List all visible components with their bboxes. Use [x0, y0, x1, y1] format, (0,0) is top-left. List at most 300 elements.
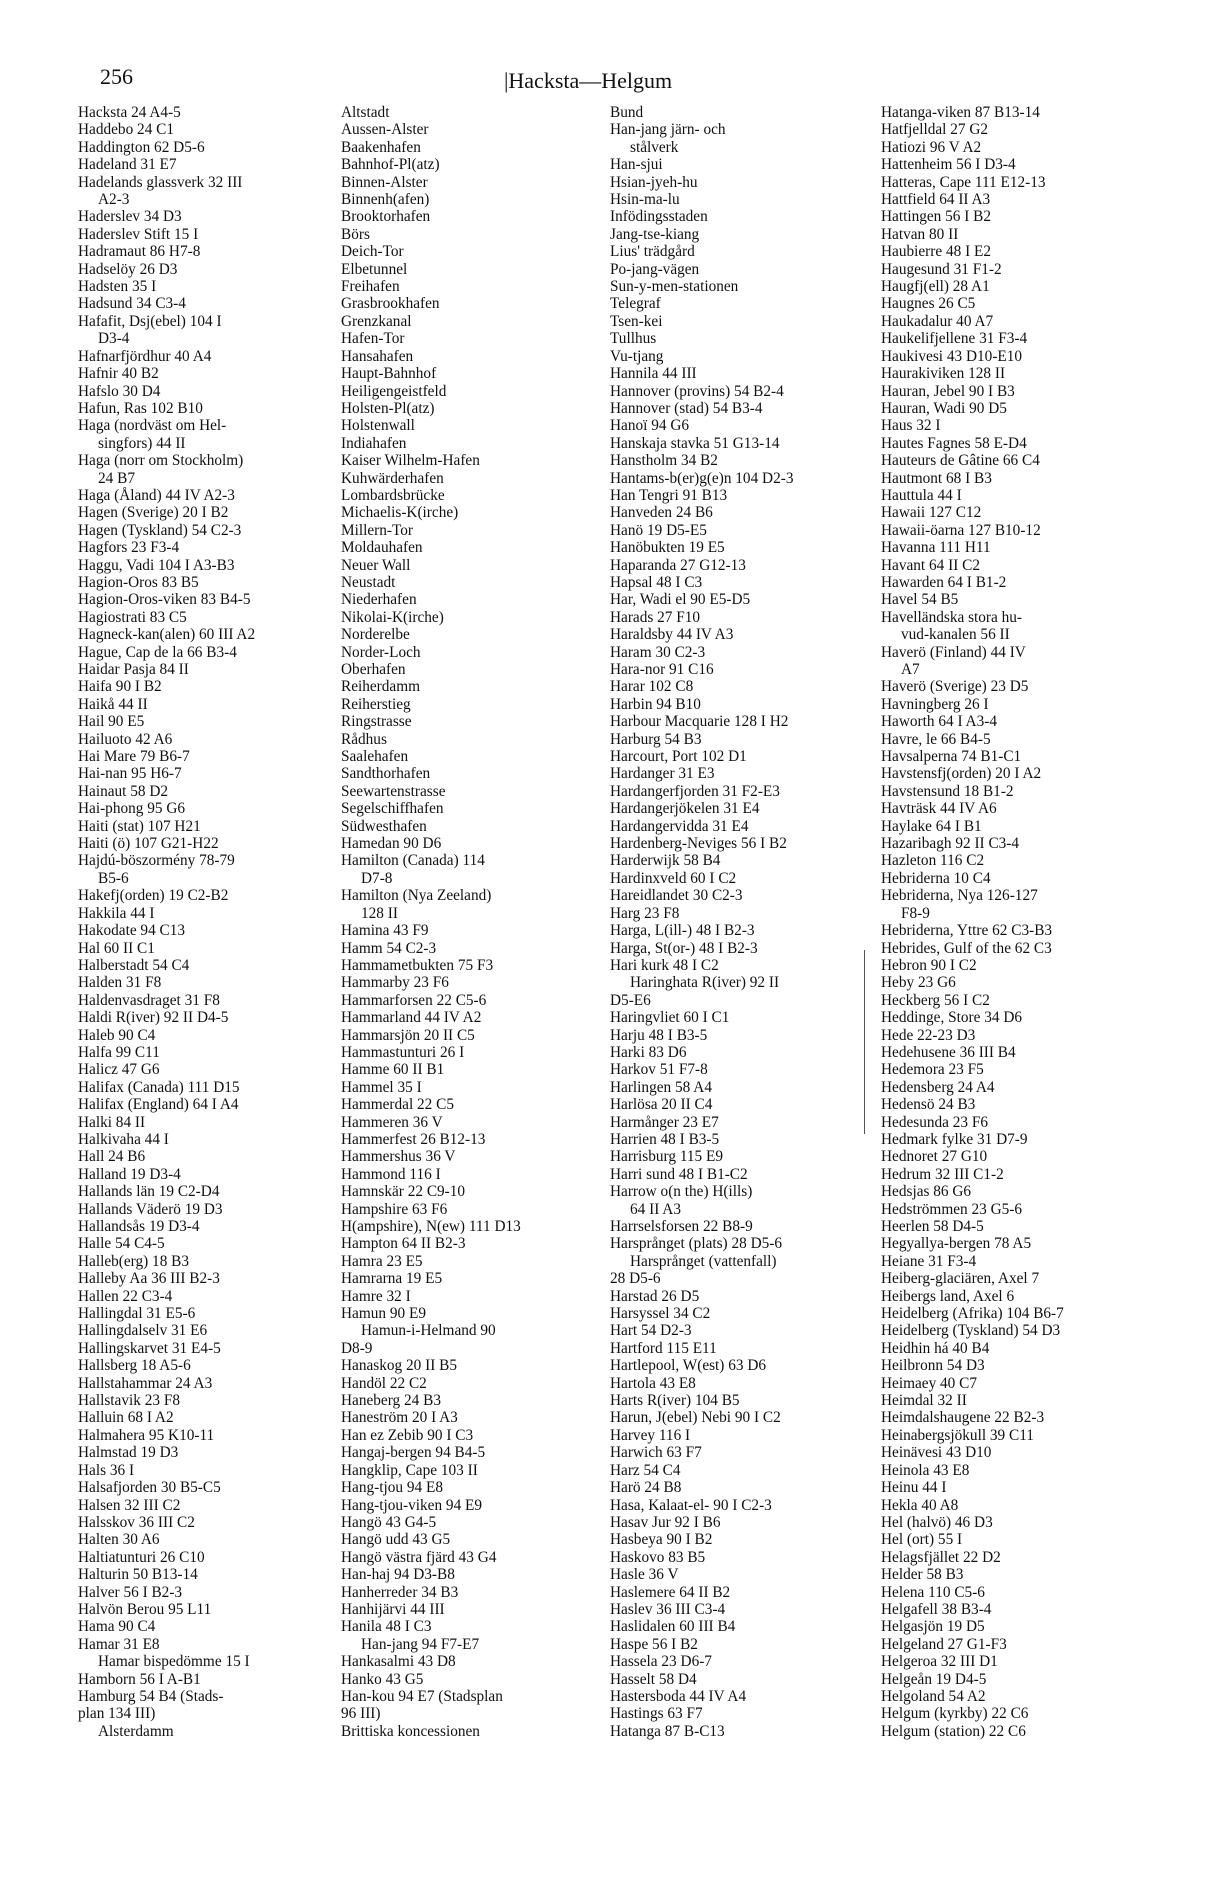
index-entry: Hallingskarvet 31 E4-5 — [78, 1339, 221, 1357]
index-entry: Hastersboda 44 IV A4 — [610, 1687, 747, 1705]
index-entry: Hafafit, Dsj(ebel) 104 I — [78, 312, 222, 330]
index-entry: Indiahafen — [341, 434, 407, 452]
index-entry: Halfa 99 C11 — [78, 1043, 160, 1061]
index-entry: Heiligengeistfeld — [341, 382, 447, 400]
index-entry: Hammel 35 I — [341, 1078, 422, 1096]
index-entry: Halmahera 95 K10-11 — [78, 1426, 215, 1444]
index-entry: Holsten-Pl(atz) — [341, 399, 435, 417]
index-entry: Hatanga 87 B-C13 — [610, 1722, 725, 1740]
index-entry: Heiane 31 F3-4 — [881, 1252, 977, 1270]
index-entry: Hadramaut 86 H7-8 — [78, 243, 201, 261]
index-entry: Bund — [610, 104, 644, 121]
index-entry: Heilbronn 54 D3 — [881, 1357, 985, 1375]
index-entry: Hebriderna 10 C4 — [881, 869, 991, 887]
index-entry: Hamre 32 I — [341, 1287, 411, 1305]
index-entry: Hartlepool, W(est) 63 D6 — [610, 1357, 767, 1375]
index-entry: Hanstholm 34 B2 — [610, 452, 718, 470]
index-entry: Hagiostrati 83 C5 — [78, 608, 187, 626]
index-columns — [0, 104, 1232, 1877]
index-entry: Halluin 68 I A2 — [78, 1409, 174, 1427]
index-entry: Heiberg-glaciären, Axel 7 — [881, 1270, 1040, 1288]
index-entry: Binnenh(afen) — [341, 191, 430, 209]
index-entry: Helagsfjället 22 D2 — [881, 1548, 1001, 1566]
index-entry: Norder-Loch — [341, 643, 421, 661]
index-entry: Hsian-jyeh-hu — [610, 173, 698, 191]
index-entry: Hagfors 23 F3-4 — [78, 539, 180, 557]
index-entry: Heerlen 58 D4-5 — [881, 1218, 984, 1235]
index-entry: Harvey 116 I — [610, 1426, 691, 1444]
index-entry: Hammarby 23 F6 — [341, 974, 449, 992]
index-entry: Hannover (stad) 54 B3-4 — [610, 399, 763, 417]
index-entry: Haylake 64 I B1 — [881, 817, 982, 835]
index-entry: Hallingdal 31 E5-6 — [78, 1305, 196, 1323]
index-entry: Hedensö 24 B3 — [881, 1096, 976, 1114]
index-entry: Heimaey 40 C7 — [881, 1374, 978, 1392]
index-entry: 28 D5-6 — [610, 1270, 661, 1288]
index-entry: Haldenvasdraget 31 F8 — [78, 991, 220, 1009]
index-entry: Harsprånget (vattenfall) — [630, 1252, 777, 1270]
index-entry: Harstad 26 D5 — [610, 1287, 700, 1305]
index-entry: Heddinge, Store 34 D6 — [881, 1009, 1023, 1027]
index-entry: Haubierre 48 I E2 — [881, 243, 992, 261]
index-entry: Harrselsforsen 22 B8-9 — [610, 1218, 753, 1235]
index-entry: Hattingen 56 I B2 — [881, 208, 992, 226]
index-entry: F8-9 — [901, 904, 930, 922]
index-entry: Hedehusene 36 III B4 — [881, 1043, 1016, 1061]
index-entry: Haworth 64 I A3-4 — [881, 713, 997, 731]
index-entry: D5-E6 — [610, 991, 651, 1009]
index-entry: Haneberg 24 B3 — [341, 1392, 441, 1410]
index-entry: Han-jang järn- och — [610, 121, 726, 139]
index-entry: Havstensund 18 B1-2 — [881, 782, 1014, 800]
index-entry: Hamun 90 E9 — [341, 1305, 426, 1323]
index-entry: Hammarland 44 IV A2 — [341, 1009, 482, 1027]
margin-rule — [864, 950, 865, 1134]
index-entry: Holstenwall — [341, 417, 415, 435]
index-entry: Börs — [341, 225, 370, 243]
index-entry: Kaiser Wilhelm-Hafen — [341, 452, 480, 470]
index-entry: Freihafen — [341, 278, 400, 296]
index-entry: Hagen (Tyskland) 54 C2-3 — [78, 521, 242, 539]
index-entry: Hampton 64 II B2-3 — [341, 1235, 466, 1253]
index-entry: Hammerfest 26 B12-13 — [341, 1130, 486, 1148]
index-entry: Hadselöy 26 D3 — [78, 260, 178, 278]
index-entry: Hawaii 127 C12 — [881, 504, 982, 522]
index-entry: Hatvan 80 II — [881, 225, 959, 243]
index-entry: Haga (nordväst om Hel- — [78, 417, 227, 435]
index-entry: Haringhata R(iver) 92 II — [630, 974, 780, 992]
index-entry: Hedesunda 23 F6 — [881, 1113, 989, 1131]
index-entry: Hafnarfjördhur 40 A4 — [78, 347, 212, 365]
index-entry: Havel 54 B5 — [881, 591, 959, 609]
index-entry: Hammeren 36 V — [341, 1113, 443, 1131]
index-entry: Hastings 63 F7 — [610, 1705, 703, 1723]
index-entry: Hedrum 32 III C1-2 — [881, 1165, 1004, 1183]
index-entry: Hadsten 35 I — [78, 278, 157, 296]
index-entry: Hallands län 19 C2-D4 — [78, 1183, 220, 1201]
index-entry: Hague, Cap de la 66 B3-4 — [78, 643, 237, 661]
index-entry: Halland 19 D3-4 — [78, 1165, 181, 1183]
index-entry: Hedströmmen 23 G5-6 — [881, 1200, 1023, 1218]
index-entry: Hankasalmi 43 D8 — [341, 1653, 456, 1671]
index-entry: Halifax (England) 64 I A4 — [78, 1096, 239, 1114]
index-entry: Neustadt — [341, 573, 396, 591]
index-entry: Südwesthafen — [341, 817, 427, 835]
index-entry: Haslemere 64 II B2 — [610, 1583, 731, 1601]
index-entry: Brooktorhafen — [341, 208, 431, 226]
index-entry: Hanila 48 I C3 — [341, 1618, 432, 1636]
index-entry: Heinu 44 I — [881, 1479, 947, 1497]
index-entry: Hasa, Kalaat-el- 90 I C2-3 — [610, 1496, 772, 1514]
index-entry: Hedemora 23 F5 — [881, 1061, 984, 1079]
index-entry: Harg 23 F8 — [610, 904, 680, 922]
index-entry: Hawarden 64 I B1-2 — [881, 573, 1007, 591]
index-entry: Ringstrasse — [341, 713, 412, 731]
index-entry: Harrisburg 115 E9 — [610, 1148, 724, 1166]
index-entry: Hamm 54 C2-3 — [341, 939, 437, 957]
index-entry: Hallingdalselv 31 E6 — [78, 1322, 208, 1340]
index-entry: Hede 22-23 D3 — [881, 1026, 976, 1044]
index-entry: Vu-tjang — [610, 347, 664, 365]
index-entry: vud-kanalen 56 II — [901, 626, 1010, 644]
index-entry: Halifax (Canada) 111 D15 — [78, 1078, 240, 1096]
index-entry: Haupt-Bahnhof — [341, 365, 437, 383]
index-entry: Han-haj 94 D3-B8 — [341, 1566, 455, 1584]
index-entry: Hammarsjön 20 II C5 — [341, 1026, 475, 1044]
index-entry: Hebriderna, Nya 126-127 — [881, 887, 1038, 905]
index-entry: Hangö udd 43 G5 — [341, 1531, 451, 1549]
index-entry: stålverk — [630, 138, 679, 156]
index-entry: Helgafell 38 B3-4 — [881, 1600, 992, 1618]
index-entry: Hannila 44 III — [610, 365, 697, 383]
index-entry: Harsprånget (plats) 28 D5-6 — [610, 1235, 783, 1253]
index-entry: Hakkila 44 I — [78, 904, 155, 922]
index-entry: Hang-tjou 94 E8 — [341, 1479, 443, 1497]
index-entry: Hamra 23 E5 — [341, 1252, 423, 1270]
index-entry: Hadeland 31 E7 — [78, 156, 177, 174]
index-entry: Harads 27 F10 — [610, 608, 701, 626]
index-entry: Hamilton (Nya Zeeland) — [341, 887, 492, 905]
index-entry: Hammond 116 I — [341, 1165, 441, 1183]
index-entry: Heidhin há 40 B4 — [881, 1339, 990, 1357]
index-entry: Hal 60 II C1 — [78, 939, 155, 957]
index-entry: Haukelifjellene 31 F3-4 — [881, 330, 1028, 348]
index-entry: Havningberg 26 I — [881, 695, 989, 713]
index-entry: Helgasjön 19 D5 — [881, 1618, 985, 1636]
index-entry: Hauttula 44 I — [881, 486, 962, 504]
index-entry: Hasselt 58 D4 — [610, 1670, 697, 1688]
index-entry: Niederhafen — [341, 591, 417, 609]
index-entry: Oberhafen — [341, 661, 406, 678]
index-entry: Harcourt, Port 102 D1 — [610, 748, 747, 766]
index-entry: Hegyallya-bergen 78 A5 — [881, 1235, 1032, 1253]
index-entry: Hedensberg 24 A4 — [881, 1078, 995, 1096]
index-entry: Haverö (Finland) 44 IV — [881, 643, 1026, 661]
index-entry: Millern-Tor — [341, 521, 413, 539]
index-entry: Aussen-Alster — [341, 121, 429, 139]
index-entry: Hakefj(orden) 19 C2-B2 — [78, 887, 229, 905]
index-entry: Haikå 44 II — [78, 695, 148, 713]
index-entry: Hals 36 I — [78, 1461, 135, 1479]
index-entry: Haltiatunturi 26 C10 — [78, 1548, 205, 1566]
index-entry: Hakodate 94 C13 — [78, 922, 186, 940]
index-entry: Hanöbukten 19 E5 — [610, 539, 725, 557]
index-entry: Havträsk 44 IV A6 — [881, 800, 997, 818]
index-entry: Neuer Wall — [341, 556, 411, 574]
index-entry: Hansahafen — [341, 347, 414, 365]
index-entry: Harar 102 C8 — [610, 678, 694, 696]
index-entry: Helgeroa 32 III D1 — [881, 1653, 998, 1671]
index-entry: Han-jang 94 F7-E7 — [361, 1635, 480, 1653]
index-entry: Heinola 43 E8 — [881, 1461, 970, 1479]
index-entry: Haukadalur 40 A7 — [881, 312, 994, 330]
index-entry: Hai-phong 95 G6 — [78, 800, 186, 818]
index-entry: Hautmont 68 I B3 — [881, 469, 992, 487]
index-entry: Infödingsstaden — [610, 208, 708, 226]
index-entry: Hebrides, Gulf of the 62 C3 — [881, 939, 1052, 957]
index-entry: Hai-nan 95 H6-7 — [78, 765, 182, 783]
index-entry: Harlingen 58 A4 — [610, 1078, 712, 1096]
index-entry: Lombardsbrücke — [341, 486, 445, 504]
index-entry: H(ampshire), N(ew) 111 D13 — [341, 1218, 521, 1235]
index-entry: Hart 54 D2-3 — [610, 1322, 692, 1340]
index-entry: Haslidalen 60 III B4 — [610, 1618, 736, 1636]
index-entry: Hagen (Sverige) 20 I B2 — [78, 504, 229, 522]
index-entry: Hammerdal 22 C5 — [341, 1096, 455, 1114]
index-entry: Hacksta 24 A4-5 — [78, 104, 181, 121]
index-entry: D3-4 — [98, 330, 130, 348]
index-entry: Reiherdamm — [341, 678, 421, 696]
index-entry: Kuhwärderhafen — [341, 469, 444, 487]
index-entry: Altstadt — [341, 104, 390, 121]
index-entry: Hassela 23 D6-7 — [610, 1653, 712, 1671]
index-entry: Hail 90 E5 — [78, 713, 145, 731]
index-entry: Halleb(erg) 18 B3 — [78, 1252, 190, 1270]
index-entry: Helder 58 B3 — [881, 1566, 964, 1584]
index-entry: Hamilton (Canada) 114 — [341, 852, 485, 870]
index-entry: Han Tengri 91 B13 — [610, 486, 728, 504]
index-entry: Hareidlandet 30 C2-3 — [610, 887, 743, 905]
index-entry: Heibergs land, Axel 6 — [881, 1287, 1015, 1305]
index-entry: Hammametbukten 75 F3 — [341, 956, 494, 974]
index-entry: Hara-nor 91 C16 — [610, 661, 714, 678]
index-entry: Hednoret 27 G10 — [881, 1148, 988, 1166]
index-entry: Hardangerfjorden 31 F2-E3 — [610, 782, 780, 800]
index-entry: Haringvliet 60 I C1 — [610, 1009, 730, 1027]
index-entry: Sun-y-men-stationen — [610, 278, 739, 296]
index-entry: Deich-Tor — [341, 243, 404, 261]
index-entry: Hallsberg 18 A5-6 — [78, 1357, 191, 1375]
index-entry: Halicz 47 G6 — [78, 1061, 160, 1079]
index-entry: Hamborn 56 I A-B1 — [78, 1670, 201, 1688]
index-entry: Halsskov 36 III C2 — [78, 1513, 195, 1531]
index-entry: Hai Mare 79 B6-7 — [78, 748, 190, 766]
index-entry: Nikolai-K(irche) — [341, 608, 444, 626]
index-entry: Heinabergsjökull 39 C11 — [881, 1426, 1034, 1444]
index-entry: Harbin 94 B10 — [610, 695, 701, 713]
index-entry: Hazleton 116 C2 — [881, 852, 985, 870]
index-entry: Havre, le 66 B4-5 — [881, 730, 991, 748]
index-entry: Halsafjorden 30 B5-C5 — [78, 1479, 221, 1497]
index-entry: Hartford 115 E11 — [610, 1339, 717, 1357]
index-entry: Baakenhafen — [341, 138, 421, 156]
index-entry: Harki 83 D6 — [610, 1043, 687, 1061]
index-column-2 — [341, 104, 611, 1740]
index-entry: Hallstavik 23 F8 — [78, 1392, 180, 1410]
index-entry: Bahnhof-Pl(atz) — [341, 156, 440, 174]
index-entry: Hafun, Ras 102 B10 — [78, 399, 203, 417]
index-entry: Heinävesi 43 D10 — [881, 1444, 992, 1462]
index-entry: Haga (Åland) 44 IV A2-3 — [78, 486, 235, 504]
index-entry: Hapsal 48 I C3 — [610, 573, 703, 591]
index-entry: Hafen-Tor — [341, 330, 405, 348]
index-entry: Hamnskär 22 C9-10 — [341, 1183, 466, 1201]
index-entry: Hauteurs de Gâtine 66 C4 — [881, 452, 1040, 470]
index-entry: Hamburg 54 B4 (Stads- — [78, 1687, 224, 1705]
index-entry: Hasbeya 90 I B2 — [610, 1531, 713, 1549]
index-entry: Segelschiffhafen — [341, 800, 444, 818]
index-entry: Haram 30 C2-3 — [610, 643, 706, 661]
index-entry: Helgum (kyrkby) 22 C6 — [881, 1705, 1029, 1723]
index-entry: Norderelbe — [341, 626, 410, 644]
index-entry: Harun, J(ebel) Nebi 90 I C2 — [610, 1409, 781, 1427]
index-entry: Reiherstieg — [341, 695, 411, 713]
index-entry: Hadelands glassverk 32 III — [78, 173, 243, 191]
index-entry: Hazaribagh 92 II C3-4 — [881, 835, 1020, 853]
index-entry: Hari kurk 48 I C2 — [610, 956, 719, 974]
index-entry: Harrow o(n the) H(ills) — [610, 1183, 753, 1201]
index-entry: Hebriderna, Yttre 62 C3-B3 — [881, 922, 1053, 940]
index-entry: Harderwijk 58 B4 — [610, 852, 721, 870]
index-entry: Hajdú-böszormény 78-79 — [78, 852, 235, 870]
index-entry: Hainaut 58 D2 — [78, 782, 169, 800]
index-entry: Halmstad 19 D3 — [78, 1444, 179, 1462]
index-entry: Harts R(iver) 104 B5 — [610, 1392, 740, 1410]
index-entry: Hamme 60 II B1 — [341, 1061, 445, 1079]
index-entry: Hanhijärvi 44 III — [341, 1600, 445, 1618]
index-entry: Hartola 43 E8 — [610, 1374, 696, 1392]
index-entry: Hang-tjou-viken 94 E9 — [341, 1496, 483, 1514]
index-entry: Harö 24 B8 — [610, 1479, 682, 1497]
index-entry: singfors) 44 II — [98, 434, 186, 452]
index-entry: Hanveden 24 B6 — [610, 504, 713, 522]
index-entry: Lius' trädgård — [610, 243, 695, 261]
index-entry: Harlösa 20 II C4 — [610, 1096, 713, 1114]
index-entry: Haus 32 I — [881, 417, 941, 435]
index-entry: Hanoï 94 G6 — [610, 417, 690, 435]
index-entry: Haddington 62 D5-6 — [78, 138, 205, 156]
index-entry: Havant 64 II C2 — [881, 556, 980, 574]
index-entry: Hallands Väderö 19 D3 — [78, 1200, 223, 1218]
index-entry: Hatteras, Cape 111 E12-13 — [881, 173, 1046, 191]
index-entry: Telegraf — [610, 295, 661, 313]
index-entry: Haspe 56 I B2 — [610, 1635, 698, 1653]
index-entry: Hafslo 30 D4 — [78, 382, 161, 400]
index-entry: Harri sund 48 I B1-C2 — [610, 1165, 748, 1183]
index-entry: Tullhus — [610, 330, 657, 348]
index-entry: Hampshire 63 F6 — [341, 1200, 448, 1218]
index-entry: Halden 31 F8 — [78, 974, 162, 992]
index-entry: Helena 110 C5-6 — [881, 1583, 985, 1601]
index-entry: Hardangervidda 31 E4 — [610, 817, 749, 835]
index-entry: Helgeland 27 G1-F3 — [881, 1635, 1007, 1653]
index-entry: Haderslev Stift 15 I — [78, 225, 199, 243]
index-entry: Han-kou 94 E7 (Stadsplan — [341, 1687, 503, 1705]
index-entry: Helgeån 19 D4-5 — [881, 1670, 987, 1688]
index-entry: Hanaskog 20 II B5 — [341, 1357, 457, 1375]
index-entry: 64 II A3 — [630, 1200, 681, 1218]
index-entry: Heimdal 32 II — [881, 1392, 967, 1410]
index-entry: Haneström 20 I A3 — [341, 1409, 458, 1427]
index-entry: Hagion-Oros-viken 83 B4-5 — [78, 591, 251, 609]
index-entry: Hatanga-viken 87 B13-14 — [881, 104, 1040, 121]
index-entry: Jang-tse-kiang — [610, 225, 700, 243]
index-entry: Haslev 36 III C3-4 — [610, 1600, 726, 1618]
index-entry: Halleby Aa 36 III B2-3 — [78, 1270, 220, 1288]
index-entry: Harwich 63 F7 — [610, 1444, 702, 1462]
index-entry: Haleb 90 C4 — [78, 1026, 156, 1044]
index-entry: Hamar 31 E8 — [78, 1635, 160, 1653]
index-entry: Heidelberg (Tyskland) 54 D3 — [881, 1322, 1061, 1340]
index-entry: Hantams-b(er)g(e)n 104 D2-3 — [610, 469, 794, 487]
index-entry: Po-jang-vägen — [610, 260, 700, 278]
index-entry: Hawaii-öarna 127 B10-12 — [881, 521, 1041, 539]
index-entry: Han ez Zebib 90 I C3 — [341, 1426, 474, 1444]
index-entry: 96 III) — [341, 1705, 381, 1723]
index-entry: Haga (norr om Stockholm) — [78, 452, 244, 470]
index-entry: Harga, L(ill-) 48 I B2-3 — [610, 922, 755, 940]
page-number: 256 — [100, 64, 133, 89]
index-entry: Seewartenstrasse — [341, 782, 446, 800]
index-entry: Haidar Pasja 84 II — [78, 661, 189, 678]
index-entry: Hedsjas 86 G6 — [881, 1183, 972, 1201]
index-entry: A2-3 — [98, 191, 130, 209]
index-entry: Haraldsby 44 IV A3 — [610, 626, 734, 644]
index-entry: Hardenberg-Neviges 56 I B2 — [610, 835, 787, 853]
index-entry: Hadsund 34 C3-4 — [78, 295, 186, 313]
index-entry: 24 B7 — [98, 469, 135, 487]
index-entry: Hanskaja stavka 51 G13-14 — [610, 434, 780, 452]
index-entry: Hanö 19 D5-E5 — [610, 521, 707, 539]
index-entry: Harmånger 23 E7 — [610, 1113, 719, 1131]
index-entry: Hel (ort) 55 I — [881, 1531, 963, 1549]
index-entry: Elbetunnel — [341, 260, 408, 278]
index-entry: Havsalperna 74 B1-C1 — [881, 748, 1022, 766]
index-entry: Alsterdamm — [98, 1722, 174, 1740]
index-entry: Hardinxveld 60 I C2 — [610, 869, 737, 887]
index-entry: Haverö (Sverige) 23 D5 — [881, 678, 1029, 696]
index-entry: Harsyssel 34 C2 — [610, 1305, 711, 1323]
index-entry: Hel (halvö) 46 D3 — [881, 1513, 993, 1531]
index-entry: Harz 54 C4 — [610, 1461, 681, 1479]
index-entry: Hannover (provins) 54 B2-4 — [610, 382, 784, 400]
index-entry: 128 II — [361, 904, 398, 922]
index-entry: Havstensfj(orden) 20 I A2 — [881, 765, 1042, 783]
index-entry: Hattfield 64 II A3 — [881, 191, 991, 209]
index-entry: Helgoland 54 A2 — [881, 1687, 986, 1705]
index-entry: Halturin 50 B13-14 — [78, 1566, 198, 1584]
index-entry: Haiti (stat) 107 H21 — [78, 817, 201, 835]
index-entry: Haifa 90 I B2 — [78, 678, 162, 696]
index-entry: Hanko 43 G5 — [341, 1670, 424, 1688]
index-entry: Tsen-kei — [610, 312, 663, 330]
index-entry: Har, Wadi el 90 E5-D5 — [610, 591, 751, 609]
index-entry: Harrien 48 I B3-5 — [610, 1130, 720, 1148]
index-entry: Haskovo 83 B5 — [610, 1548, 706, 1566]
index-entry: Hanherreder 34 B3 — [341, 1583, 459, 1601]
index-entry: Haggu, Vadi 104 I A3-B3 — [78, 556, 235, 574]
index-entry: Haukivesi 43 D10-E10 — [881, 347, 1023, 365]
